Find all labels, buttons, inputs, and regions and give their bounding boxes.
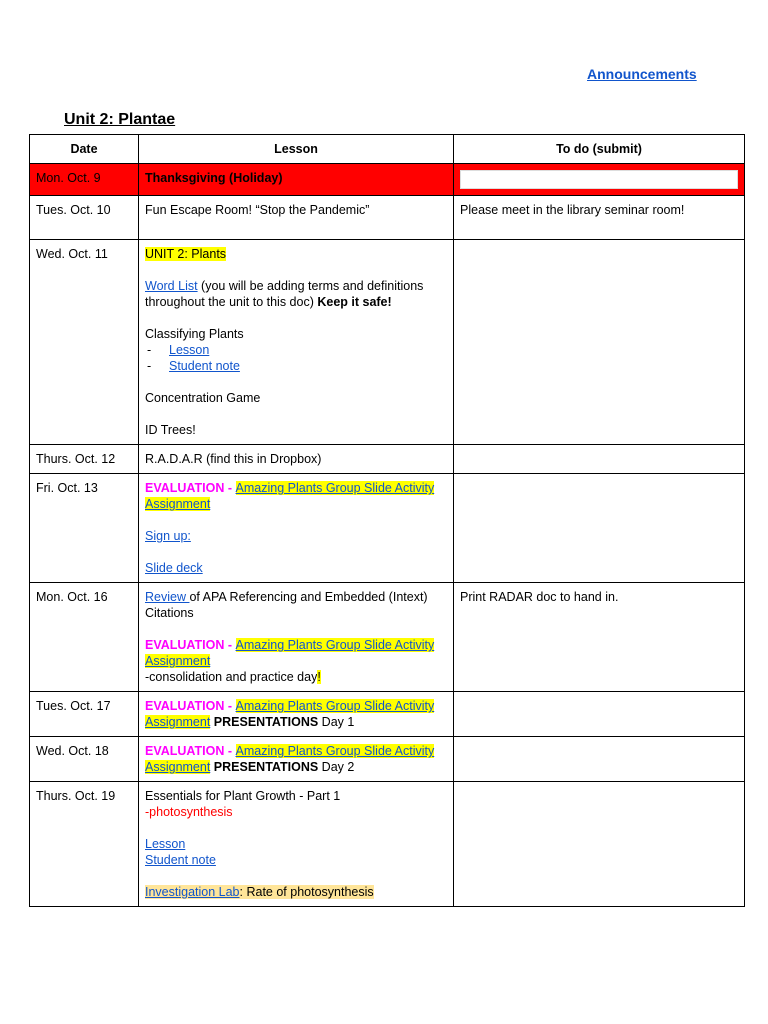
- date-cell: Thurs. Oct. 19: [30, 782, 139, 907]
- unit-title: Unit 2: Plantae: [64, 111, 176, 128]
- date-cell: Wed. Oct. 18: [30, 737, 139, 782]
- sign-up-link[interactable]: Sign up:: [145, 529, 191, 543]
- student-note-link[interactable]: Student note: [169, 359, 240, 373]
- date-cell: Mon. Oct. 9: [30, 164, 139, 196]
- date-cell: Mon. Oct. 16: [30, 583, 139, 692]
- lesson-link[interactable]: Lesson: [169, 343, 210, 357]
- table-row: [30, 196, 745, 240]
- presentations-label: PRESENTATIONS: [210, 760, 319, 774]
- table-header-row: [30, 135, 745, 164]
- lesson-cell: [139, 583, 454, 692]
- todo-cell: Print RADAR doc to hand in.: [454, 583, 745, 692]
- table-row: [30, 583, 745, 692]
- date-cell: Tues. Oct. 10: [30, 196, 139, 240]
- evaluation-label: EVALUATION -: [145, 744, 236, 758]
- table-row: [30, 474, 745, 583]
- word-list-text: (you will be adding terms and definitions throughout the unit to this doc): [145, 279, 424, 309]
- day-label: Day 1: [318, 715, 355, 729]
- todo-cell: [454, 164, 745, 196]
- todo-cell: [454, 445, 745, 474]
- lesson-cell: Thanksgiving (Holiday): [139, 164, 454, 196]
- evaluation-label: EVALUATION -: [145, 481, 236, 495]
- date-cell: Fri. Oct. 13: [30, 474, 139, 583]
- header-lesson: Lesson: [139, 135, 454, 164]
- concentration-game: Concentration Game: [145, 391, 261, 405]
- schedule-table: [29, 134, 745, 907]
- lesson-cell: Fun Escape Room! “Stop the Pandemic”: [139, 196, 454, 240]
- todo-cell: [454, 692, 745, 737]
- assignment-link[interactable]: Amazing Plants Group Slide Activity Assignment: [145, 699, 435, 729]
- classifying-plants: Classifying Plants: [145, 327, 244, 341]
- header-date: Date: [30, 135, 139, 164]
- evaluation-label: EVALUATION -: [145, 638, 236, 652]
- lesson-cell: [139, 240, 454, 445]
- lesson-cell: [139, 692, 454, 737]
- todo-cell: [454, 782, 745, 907]
- todo-cell: Please meet in the library seminar room!: [454, 196, 745, 240]
- exclaim-mark: !: [317, 670, 321, 684]
- announcements-link[interactable]: Announcements: [587, 66, 697, 82]
- investigation-lab-link[interactable]: Investigation Lab: [145, 885, 240, 899]
- assignment-link[interactable]: Amazing Plants Group Slide Activity Assignment: [145, 638, 435, 668]
- student-note-link[interactable]: Student note: [145, 853, 216, 867]
- date-cell: Tues. Oct. 17: [30, 692, 139, 737]
- assignment-link[interactable]: Amazing Plants Group Slide Activity Assignment: [145, 481, 435, 511]
- header-todo: To do (submit): [454, 135, 745, 164]
- todo-cell: [454, 737, 745, 782]
- id-trees: ID Trees!: [145, 423, 196, 437]
- lesson-cell: [139, 474, 454, 583]
- day-label: Day 2: [318, 760, 355, 774]
- review-text: of APA Referencing and Embedded (Intext) Citations: [145, 590, 428, 620]
- consolidation-text: -consolidation and practice day: [145, 670, 318, 684]
- lesson-cell: [139, 737, 454, 782]
- keep-safe-text: Keep it safe!: [317, 295, 392, 309]
- table-row: [30, 692, 745, 737]
- evaluation-label: EVALUATION -: [145, 699, 236, 713]
- todo-empty-box: [460, 170, 738, 189]
- date-cell: Wed. Oct. 11: [30, 240, 139, 445]
- review-link[interactable]: Review: [145, 590, 190, 604]
- lesson-link[interactable]: Lesson: [145, 837, 186, 851]
- todo-cell: [454, 474, 745, 583]
- essentials-text: Essentials for Plant Growth - Part 1: [145, 789, 341, 803]
- date-cell: Thurs. Oct. 12: [30, 445, 139, 474]
- unit-label: UNIT 2: Plants: [145, 247, 227, 261]
- table-row: [30, 737, 745, 782]
- table-row: [30, 445, 745, 474]
- assignment-link[interactable]: Amazing Plants Group Slide Activity Assignment: [145, 744, 435, 774]
- table-row: [30, 164, 745, 196]
- rate-text: : Rate of photosynthesis: [239, 885, 374, 899]
- slide-deck-link[interactable]: Slide deck: [145, 561, 203, 575]
- table-row: [30, 240, 745, 445]
- lesson-cell: [139, 782, 454, 907]
- photosynthesis-text: -photosynthesis: [145, 805, 233, 819]
- table-row: [30, 782, 745, 907]
- todo-cell: [454, 240, 745, 445]
- presentations-label: PRESENTATIONS: [210, 715, 319, 729]
- lesson-cell: R.A.D.A.R (find this in Dropbox): [139, 445, 454, 474]
- word-list-link[interactable]: Word List: [145, 279, 198, 293]
